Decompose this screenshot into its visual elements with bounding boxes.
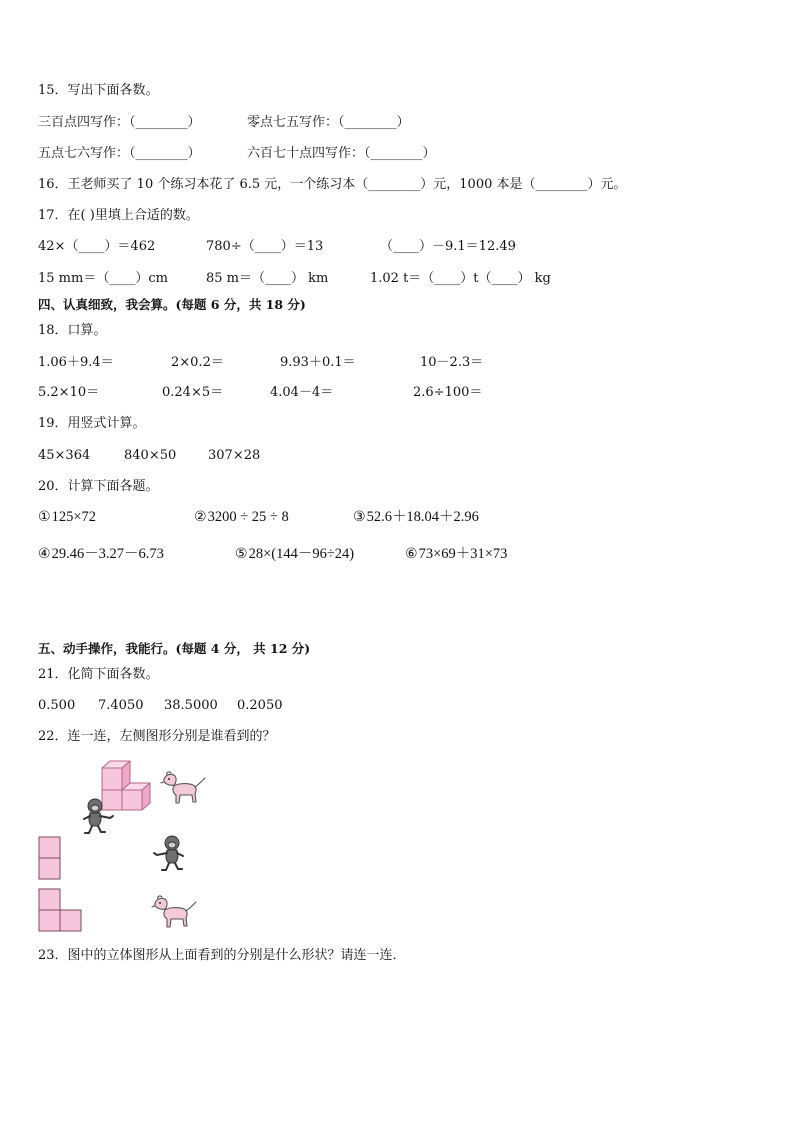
q15-item-4: 六百七十点四写作：（________） <box>247 146 436 161</box>
q21-title: 21．化简下面各数。 <box>38 667 159 682</box>
q19-title: 19．用竖式计算。 <box>38 416 146 431</box>
item-number: ③ <box>353 509 366 525</box>
dog-figure-icon <box>150 894 200 930</box>
q23-title: 23．图中的立体图形从上面看到的分别是什么形状？请连一连． <box>38 948 406 963</box>
q21-item-1: 0.500 <box>38 698 76 713</box>
item-number: ① <box>38 509 51 525</box>
q21-item-2: 7.4050 <box>98 698 144 713</box>
q18-item-5: 5.2×10＝ <box>38 385 100 400</box>
expression: 52.6＋18.04＋2.96 <box>366 509 479 525</box>
item-number: ⑤ <box>235 546 248 562</box>
q21-item-3: 38.5000 <box>164 698 218 713</box>
monkey-figure-icon <box>80 797 116 835</box>
q20-item-2 <box>194 508 289 526</box>
expression: 125×72 <box>51 509 96 525</box>
q15-item-1: 三百点四写作：（________） <box>38 115 201 130</box>
view-option-l-shape <box>38 888 84 932</box>
q21-item-4: 0.2050 <box>237 698 283 713</box>
q15-item-3: 五点七六写作：（________） <box>38 146 201 161</box>
q17-item-5: 85 m＝（____） km <box>206 271 329 286</box>
q20-item-4 <box>38 545 164 563</box>
view-option-two-squares <box>38 836 62 880</box>
q17-item-3: （____）－9.1＝12.49 <box>380 239 516 254</box>
q17-item-4: 15 mm＝（____）cm <box>38 271 168 286</box>
q18-item-8: 2.6÷100＝ <box>413 385 483 400</box>
q18-title: 18．口算。 <box>38 323 107 338</box>
dog-figure-icon <box>160 770 208 806</box>
expression: 29.46－3.27－6.73 <box>51 546 164 562</box>
q18-item-7: 4.04－4＝ <box>270 385 334 400</box>
q16-text: 16．王老师买了 10 个练习本花了 6.5 元，一个练习本（________）元，1000 本是（________）元。 <box>38 177 627 192</box>
q18-item-4: 10－2.3＝ <box>420 355 484 370</box>
q17-item-2: 780÷（____）＝13 <box>206 239 324 254</box>
q17-title: 17．在( )里填上合适的数。 <box>38 208 199 223</box>
expression: 28×(144－96÷24) <box>248 546 355 562</box>
q18-item-2: 2×0.2＝ <box>171 355 224 370</box>
q19-item-3: 307×28 <box>208 448 261 463</box>
q20-item-3 <box>353 508 479 526</box>
q17-item-6: 1.02 t＝（____）t（____） kg <box>370 271 551 286</box>
q22-title: 22．连一连，左侧图形分别是谁看到的？ <box>38 729 276 744</box>
q20-item-1 <box>38 508 96 526</box>
expression: 73×69＋31×73 <box>418 546 508 562</box>
expression: 3200 ÷ 25 ÷ 8 <box>207 509 289 525</box>
q19-item-1: 45×364 <box>38 448 91 463</box>
q20-item-5 <box>235 545 354 563</box>
q20-item-6 <box>405 545 507 563</box>
item-number: ② <box>194 509 207 525</box>
q19-item-2: 840×50 <box>124 448 177 463</box>
section-5-heading: 五、动手操作，我能行。(每题 4 分， 共 12 分) <box>38 641 311 656</box>
q20-title: 20．计算下面各题。 <box>38 479 159 494</box>
q15-item-2: 零点七五写作：（________） <box>247 115 410 130</box>
q17-item-1: 42×（____）＝462 <box>38 239 156 254</box>
q18-item-3: 9.93＋0.1＝ <box>280 355 356 370</box>
q18-item-1: 1.06＋9.4＝ <box>38 355 114 370</box>
item-number: ⑥ <box>405 546 418 562</box>
q18-item-6: 0.24×5＝ <box>162 385 224 400</box>
item-number: ④ <box>38 546 51 562</box>
q15-title: 15．写出下面各数。 <box>38 83 159 98</box>
section-4-heading: 四、认真细致，我会算。(每题 6 分，共 18 分) <box>38 297 306 312</box>
monkey-figure-icon <box>151 834 187 872</box>
